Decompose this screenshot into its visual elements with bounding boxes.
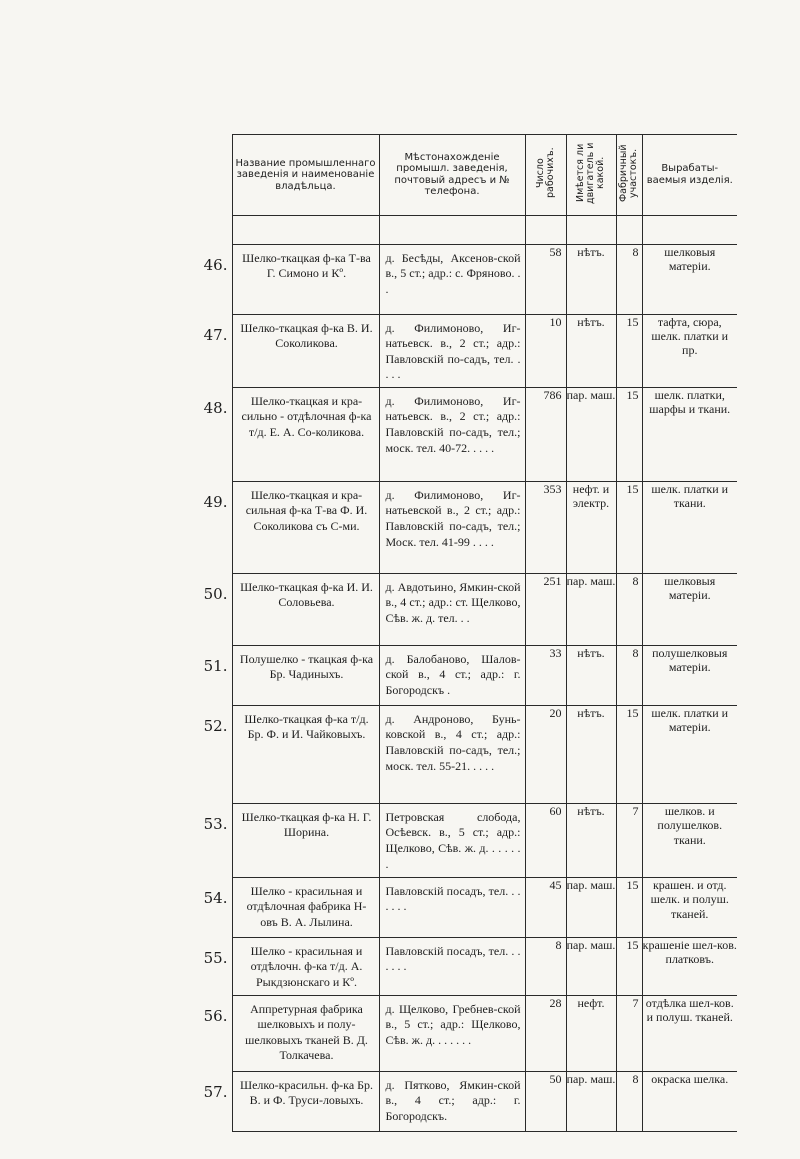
factory-name: Шелко-ткацкая и кра-сильно - отдѣлочная ф-ка т/д. Е. А. Со-коликова. bbox=[232, 387, 379, 481]
worker-count: 50 bbox=[525, 1071, 566, 1131]
products: окраска шелка. bbox=[642, 1071, 737, 1131]
engine-type: нефт. bbox=[566, 995, 616, 1071]
factory-district: 15 bbox=[616, 387, 642, 481]
factory-name: Шелко-ткацкая и кра-сильная ф-ка Т-ва Ф. И. Соколикова съ С-ми. bbox=[232, 481, 379, 573]
table-row bbox=[190, 995, 737, 1071]
factory-district: 7 bbox=[616, 803, 642, 877]
engine-type: пар. маш. bbox=[566, 877, 616, 937]
entry-number: 55. bbox=[190, 937, 232, 995]
entry-number: 48. bbox=[190, 387, 232, 481]
engine-type: пар. маш. bbox=[566, 573, 616, 645]
worker-count: 10 bbox=[525, 314, 566, 387]
engine-type: нѣтъ. bbox=[566, 314, 616, 387]
factory-name: Шелко-ткацкая ф-ка Т-ва Г. Симоно и Кº. bbox=[232, 244, 379, 314]
entry-number: 53. bbox=[190, 803, 232, 877]
factory-location: д. Пятково, Ямкин-ской в., 4 ст.; адр.: г. Богородскъ. bbox=[379, 1071, 525, 1131]
factory-location: Павловскій посадъ, тел. . . . . . . bbox=[379, 937, 525, 995]
table-row bbox=[190, 937, 737, 995]
entry-number: 56. bbox=[190, 995, 232, 1071]
header-number bbox=[190, 135, 232, 216]
factory-location: Петровская слобода, Осѣевск. в., 5 ст.; адр.: Щелково, Сѣв. ж. д. . . . . . . bbox=[379, 803, 525, 877]
entry-number: 50. bbox=[190, 573, 232, 645]
engine-type: пар. маш. bbox=[566, 1071, 616, 1131]
header-gap-row bbox=[190, 215, 737, 244]
factory-location: д. Щелково, Гребнев-ской в., 5 ст.; адр.: Щелково, Сѣв. ж. д. . . . . . . bbox=[379, 995, 525, 1071]
table-row bbox=[190, 244, 737, 314]
factory-name: Шелко-красильн. ф-ка Бр. В. и Ф. Труси-ловыхъ. bbox=[232, 1071, 379, 1131]
table-row bbox=[190, 705, 737, 803]
factory-district: 15 bbox=[616, 705, 642, 803]
factory-district: 7 bbox=[616, 995, 642, 1071]
entry-number: 57. bbox=[190, 1071, 232, 1131]
worker-count: 28 bbox=[525, 995, 566, 1071]
factory-district: 15 bbox=[616, 877, 642, 937]
factory-district: 15 bbox=[616, 481, 642, 573]
factory-district: 8 bbox=[616, 645, 642, 705]
products: тафта, сюра, шелк. платки и пр. bbox=[642, 314, 737, 387]
factory-district: 8 bbox=[616, 1071, 642, 1131]
worker-count: 60 bbox=[525, 803, 566, 877]
factory-location: д. Андроново, Бунь-ковской в., 4 ст.; адр.: Павловскій по-садъ, тел.; моск. тел. 55-21. . . . . bbox=[379, 705, 525, 803]
worker-count: 353 bbox=[525, 481, 566, 573]
factory-name: Шелко-ткацкая ф-ка В. И. Соколикова. bbox=[232, 314, 379, 387]
factory-name: Шелко-ткацкая ф-ка Н. Г. Шорина. bbox=[232, 803, 379, 877]
factory-name: Шелко - красильная и отдѣлочная фабрика Н-овъ В. А. Лылина. bbox=[232, 877, 379, 937]
header-district bbox=[616, 135, 642, 216]
worker-count: 786 bbox=[525, 387, 566, 481]
products: шелк. платки и ткани. bbox=[642, 481, 737, 573]
factory-location: д. Филимоново, Иг-натьевск. в., 2 ст.; адр.: Павловскій по-садъ, тел. . . . . bbox=[379, 314, 525, 387]
factory-location: д. Бесѣды, Аксенов-ской в., 5 ст.; адр.: с. Фряново. . . bbox=[379, 244, 525, 314]
table-row bbox=[190, 314, 737, 387]
factory-location: д. Филимоново, Иг-натьевск. в., 2 ст.; адр.: Павловскій по-садъ, тел.; моск. тел. 40-72. . . . . bbox=[379, 387, 525, 481]
factory-name: Шелко-ткацкая ф-ка И. И. Соловьева. bbox=[232, 573, 379, 645]
worker-count: 8 bbox=[525, 937, 566, 995]
factory-name: Аппретурная фабрика шелковыхъ и полу-шелковыхъ тканей В. Д. Толкачева. bbox=[232, 995, 379, 1071]
header-engine-label: Имѣется ли двигатель и какой. bbox=[575, 142, 606, 204]
table-row bbox=[190, 387, 737, 481]
entry-number: 52. bbox=[190, 705, 232, 803]
worker-count: 58 bbox=[525, 244, 566, 314]
entry-number: 46. bbox=[190, 244, 232, 314]
table-row bbox=[190, 573, 737, 645]
products: крашеніе шел-ков. платковъ. bbox=[642, 937, 737, 995]
products: отдѣлка шел-ков. и полуш. тканей. bbox=[642, 995, 737, 1071]
factory-name: Шелко-ткацкая ф-ка т/д. Бр. Ф. и И. Чайковыхъ. bbox=[232, 705, 379, 803]
engine-type: пар. маш. bbox=[566, 937, 616, 995]
worker-count: 45 bbox=[525, 877, 566, 937]
entry-number: 54. bbox=[190, 877, 232, 937]
table-row bbox=[190, 645, 737, 705]
products: шелковыя матеріи. bbox=[642, 244, 737, 314]
factory-district: 15 bbox=[616, 937, 642, 995]
factory-district: 15 bbox=[616, 314, 642, 387]
table-row bbox=[190, 1071, 737, 1131]
engine-type: нѣтъ. bbox=[566, 705, 616, 803]
table-row bbox=[190, 481, 737, 573]
engine-type: нѣтъ. bbox=[566, 645, 616, 705]
entry-number: 47. bbox=[190, 314, 232, 387]
header-name: Название промышленнаго заведенія и наименованіе владѣльца. bbox=[232, 135, 379, 216]
factory-name: Полушелко - ткацкая ф-ка Бр. Чадиныхъ. bbox=[232, 645, 379, 705]
header-workers-label: Число рабочихъ. bbox=[534, 147, 556, 199]
engine-type: нѣтъ. bbox=[566, 244, 616, 314]
engine-type: нефт. и электр. bbox=[566, 481, 616, 573]
worker-count: 20 bbox=[525, 705, 566, 803]
factory-register-table bbox=[190, 134, 737, 1132]
header-location: Мѣстонахожденіе промышл. заведенія, почтовый адресъ и № телефона. bbox=[379, 135, 525, 216]
header-workers bbox=[525, 135, 566, 216]
factory-name: Шелко - красильная и отдѣлочн. ф-ка т/д. А. Рыкдзюнскаго и Кº. bbox=[232, 937, 379, 995]
products: полушелковыя матеріи. bbox=[642, 645, 737, 705]
entry-number: 51. bbox=[190, 645, 232, 705]
worker-count: 33 bbox=[525, 645, 566, 705]
factory-district: 8 bbox=[616, 573, 642, 645]
engine-type: нѣтъ. bbox=[566, 803, 616, 877]
entry-number: 49. bbox=[190, 481, 232, 573]
products: шелк. платки и матеріи. bbox=[642, 705, 737, 803]
factory-district: 8 bbox=[616, 244, 642, 314]
products: шелк. платки, шарфы и ткани. bbox=[642, 387, 737, 481]
header-district-label: Фабричный участокъ. bbox=[618, 144, 639, 202]
worker-count: 251 bbox=[525, 573, 566, 645]
table-body bbox=[190, 244, 737, 1131]
table-row bbox=[190, 803, 737, 877]
products: крашен. и отд. шелк. и полуш. тканей. bbox=[642, 877, 737, 937]
table-header-row bbox=[190, 135, 737, 216]
table-row bbox=[190, 877, 737, 937]
engine-type: пар. маш. bbox=[566, 387, 616, 481]
factory-location: д. Балобаново, Шалов-ской в., 4 ст.; адр.: г. Богородскъ . bbox=[379, 645, 525, 705]
products: шелковыя матеріи. bbox=[642, 573, 737, 645]
header-products: Вырабаты-ваемыя изделія. bbox=[642, 135, 737, 216]
header-engine bbox=[566, 135, 616, 216]
factory-location: Павловскій посадъ, тел. . . . . . . bbox=[379, 877, 525, 937]
factory-location: д. Филимоново, Иг-натьевской в., 2 ст.; адр.: Павловскій по-садъ, тел.; Моск. тел. 41-99 . . . . bbox=[379, 481, 525, 573]
factory-location: д. Авдотьино, Ямкин-ской в., 4 ст.; адр.: ст. Щелково, Сѣв. ж. д. тел. . . bbox=[379, 573, 525, 645]
products: шелков. и полушелков. ткани. bbox=[642, 803, 737, 877]
